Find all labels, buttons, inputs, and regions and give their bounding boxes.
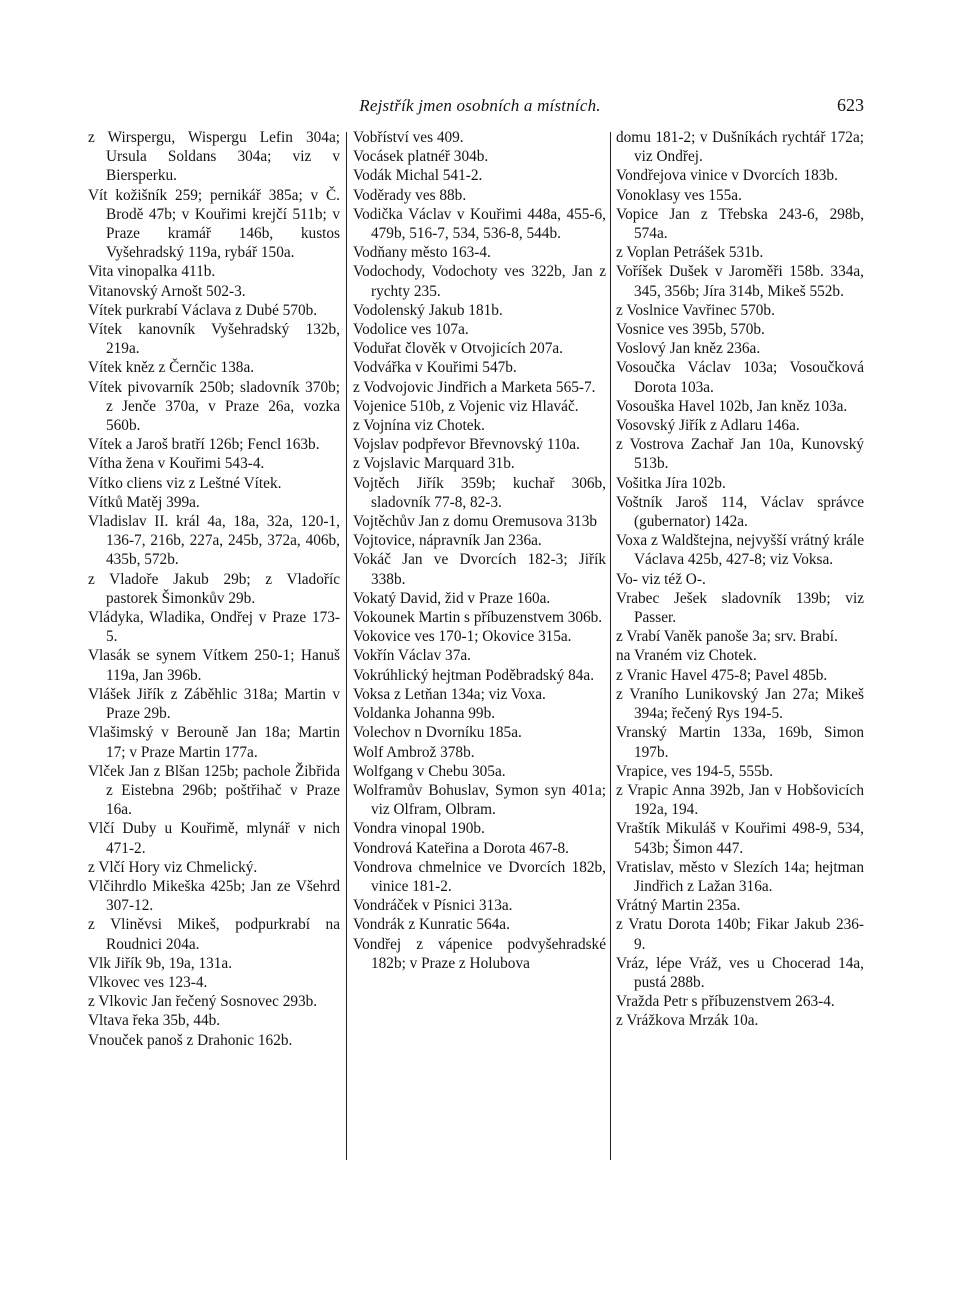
index-entry: z Vrážkova Mrzák 10a. xyxy=(616,1012,759,1030)
index-entry: Vlček Jan z Blšan 125b; pachole Žibřida z Eistebna 296b; poštřihač v Praze 16a. xyxy=(88,762,340,819)
index-entry: Vražda Petr s příbuzenstvem 263-4. xyxy=(616,993,835,1011)
index-entry: z Vlkovic Jan řečený Sosnovec 293b. xyxy=(88,993,318,1011)
index-entry: Voksa z Letňan 134a; viz Voxa. xyxy=(353,685,546,703)
index-entry: Vojtovice, nápravník Jan 236a. xyxy=(353,532,542,550)
index-entry: Vosouška Havel 102b, Jan kněz 103a. xyxy=(616,397,848,415)
index-entry: z Vraního Lunikovský Jan 27a; Mikeš 394a; řečený Rys 194-5. xyxy=(616,685,864,723)
index-entry: Vít kožišník 259; pernikář 385a; v Č. Brodě 47b; v Kouřimi krejčí 511b; v Praze kramář 146b, kustos Vyšehradský 119a, rybář 150a. xyxy=(88,186,340,262)
index-entry: Voduřat člověk v Otvojicích 207a. xyxy=(353,340,564,358)
index-entry: z Vliněvsi Mikeš, podpurkrabí na Roudnici 204a. xyxy=(88,916,340,953)
index-entry: Vlasák se synem Vítkem 250-1; Hanuš 119a, Jan 396b. xyxy=(88,647,340,684)
index-entry: Vítek a Jaroš bratří 126b; Fencl 163b. xyxy=(88,436,320,454)
index-entry: z Vlčí Hory viz Chmelický. xyxy=(88,858,258,876)
index-entry: Vodňany město 163-4. xyxy=(353,244,491,262)
index-entry: Vosoučka Václav 103a; Vosoučková Dorota 103a. xyxy=(616,359,864,396)
index-entry: Vojslav podpřevor Břevnovský 110a. xyxy=(353,436,580,454)
index-entry: Vokatý David, žid v Praze 160a. xyxy=(353,589,551,607)
index-entry: Vokáč Jan ve Dvorcích 182-3; Jiřík 338b. xyxy=(353,551,606,588)
index-entry: Vocásek platnéř 304b. xyxy=(353,148,489,166)
index-entry: Vo- viz též O-. xyxy=(616,570,706,588)
index-entry: Vondra vinopal 190b. xyxy=(353,820,485,838)
index-entry: Vokrúhlický hejtman Poděbradský 84a. xyxy=(353,666,595,684)
index-entry: z Vojslavic Marquard 31b. xyxy=(353,455,515,473)
index-entry: Vladislav II. král 4a, 18a, 32a, 120-1, 136-7, 216b, 227a, 245b, 372a, 406b, 435b, 572b. xyxy=(88,513,340,569)
index-entry: Vltava řeka 35b, 44b. xyxy=(88,1012,221,1030)
index-entry: Vobříství ves 409. xyxy=(353,129,464,146)
index-entry: Vítků Matěj 399a. xyxy=(88,493,200,511)
index-entry: Vrapice, ves 194-5, 555b. xyxy=(616,762,774,780)
index-entry: Vlášek Jiřík z Záběhlic 318a; Martin v Praze 29b. xyxy=(88,685,340,723)
index-entry: Vodvářka v Kouřimi 547b. xyxy=(353,359,517,377)
index-entry: z Vojnína viz Chotek. xyxy=(353,417,485,435)
index-column-2 xyxy=(353,128,606,1168)
index-entry: Vráz, lépe Vráž, ves u Chocerad 14a, pustá 288b. xyxy=(616,954,864,991)
index-entry: Vítek kněz z Černčic 138a. xyxy=(88,359,255,377)
index-entry: Vodochody, Vodochoty ves 322b, Jan z rychty 235. xyxy=(353,263,606,300)
index-entry: Vondrák z Kunratic 564a. xyxy=(353,916,510,934)
column-divider xyxy=(346,132,347,1160)
index-entry: z Vladoře Jakub 29b; z Vladoříc pastorek Šimonkův 29b. xyxy=(88,570,340,607)
index-entry: z Vostrova Zachař Jan 10a, Kunovský 513b. xyxy=(616,436,864,473)
index-entry: Vnouček panoš z Drahonic 162b. xyxy=(88,1031,293,1049)
index-entry: domu 181-2; v Dušníkách rychtář 172a; viz Ondřej. xyxy=(616,129,864,166)
index-entry: Vratislav, město v Slezích 14a; hejtman Jindřich z Lažan 316a. xyxy=(616,858,864,895)
index-entry: Vlašimský v Berouně Jan 18a; Martin 17; v Praze Martin 177a. xyxy=(88,724,340,761)
index-entry: Vodolenský Jakub 181b. xyxy=(353,301,503,319)
index-entry: Vládyka, Wladika, Ondřej v Praze 173-5. xyxy=(88,609,340,646)
index-entry: Vranský Martin 133a, 169b, Simon 197b. xyxy=(616,724,864,761)
index-entry: Vlkovec ves 123-4. xyxy=(88,973,208,991)
index-column-3 xyxy=(616,128,864,1168)
index-entry: z Vratu Dorota 140b; Fikar Jakub 236-9. xyxy=(616,916,864,953)
index-entry: Vosnice ves 395b, 570b. xyxy=(616,321,765,339)
index-entry: Voldanka Johanna 99b. xyxy=(353,705,496,723)
index-entry: na Vraném viz Chotek. xyxy=(616,647,757,665)
index-entry: z Voslnice Vavřinec 570b. xyxy=(616,301,775,319)
running-header-title: Rejstřík jmen osobních a místních. xyxy=(359,96,601,115)
index-entry: Vosovský Jiřík z Adlaru 146a. xyxy=(616,417,800,435)
index-entry: Vítko cliens viz z Leštné Vítek. xyxy=(88,474,282,492)
index-entry: Volechov n Dvorníku 185a. xyxy=(353,724,522,742)
index-entry: Vokřín Václav 37a. xyxy=(353,647,471,665)
index-entry: Vondrová Kateřina a Dorota 467-8. xyxy=(353,839,569,857)
index-entry: Voxa z Waldštejna, nejvyšší vrátný krále Václava 425b, 427-8; viz Voksa. xyxy=(616,532,864,569)
index-entry: Vokovice ves 170-1; Okovice 315a. xyxy=(353,628,572,646)
index-entry: Wolframův Bohuslav, Symon syn 401a; viz Olfram, Olbram. xyxy=(353,781,606,819)
index-entry: Vítek purkrabí Václava z Dubé 570b. xyxy=(88,301,318,319)
index-entry: Vopice Jan z Třebska 243-6, 298b, 574a. xyxy=(616,205,864,243)
index-entry: Vondřej z vápenice podvyšehradské 182b; v Praze z Holubova xyxy=(353,935,606,972)
index-entry: Vondřejova vinice v Dvorcích 183b. xyxy=(616,167,838,185)
index-entry: z Vrapic Anna 392b, Jan v Hobšovicích 192a, 194. xyxy=(616,781,864,819)
index-entry: Voslový Jan kněz 236a. xyxy=(616,340,761,358)
index-entry: Vrátný Martin 235a. xyxy=(616,897,741,915)
index-entry: Wolf Ambrož 378b. xyxy=(353,743,475,761)
index-entry: Voděrady ves 88b. xyxy=(353,186,467,204)
index-entry: z Voplan Petrášek 531b. xyxy=(616,244,764,262)
index-entry: Vlčí Duby u Kouřimě, mlynář v nich 471-2. xyxy=(88,820,340,857)
index-entry: Vítek kanovník Vyšehradský 132b, 219a. xyxy=(88,321,340,358)
index-entry: Vraštík Mikuláš v Kouřimi 498-9, 534, 543b; Šimon 447. xyxy=(616,820,864,857)
index-entry: Vojenice 510b, z Vojenic viz Hlaváč. xyxy=(353,397,579,415)
index-column-1 xyxy=(88,128,340,1168)
index-entry: Vita vinopalka 411b. xyxy=(88,263,216,281)
index-entry: z Vodvojovic Jindřich a Marketa 565-7. xyxy=(353,378,596,396)
index-entry: Vodák Michal 541-2. xyxy=(353,167,483,185)
index-entry: Vokounek Martin s příbuzenstvem 306b. xyxy=(353,609,603,627)
column-divider xyxy=(610,132,611,1160)
index-entry: Vrabec Ješek sladovník 139b; viz Passer. xyxy=(616,589,864,627)
index-entry: Vondrova chmelnice ve Dvorcích 182b, vinice 181-2. xyxy=(353,858,606,895)
index-entry: Voříšek Dušek v Jaroměři 158b. 334a, 345, 356b; Jíra 314b, Mikeš 552b. xyxy=(616,263,864,300)
index-entry: z Vrabí Vaněk panoše 3a; srv. Brabí. xyxy=(616,628,838,646)
index-entry: Vlk Jiřík 9b, 19a, 131a. xyxy=(88,954,233,972)
index-entry: Wolfgang v Chebu 305a. xyxy=(353,762,506,780)
index-entry: Vojtěch Jiřík 359b; kuchař 306b, sladovník 77-8, 82-3. xyxy=(353,474,606,511)
index-entry: Vondráček v Písnici 313a. xyxy=(353,897,513,915)
index-entry: z Wirspergu, Wispergu Lefin 304a; Ursula Soldans 304a; viz v Biersperku. xyxy=(88,129,340,185)
index-entry: Voštník Jaroš 114, Václav správce (gubernator) 142a. xyxy=(616,493,864,531)
index-entry: Vonoklasy ves 155a. xyxy=(616,186,742,204)
index-entry: Vitanovský Arnošt 502-3. xyxy=(88,282,246,300)
index-entry: Vodolice ves 107a. xyxy=(353,321,469,339)
index-entry: Vítek pivovarník 250b; sladovník 370b; z Jenče 370a, v Praze 26a, vozka 560b. xyxy=(88,378,340,435)
page-number: 623 xyxy=(837,95,864,115)
index-entry: Vlčihrdlo Mikeška 425b; Jan ze Všehrd 307-12. xyxy=(88,877,340,915)
index-entry: Vošitka Jíra 102b. xyxy=(616,474,726,492)
index-entry: z Vranic Havel 475-8; Pavel 485b. xyxy=(616,666,828,684)
index-entry: Vodička Václav v Kouřimi 448a, 455-6, 479b, 516-7, 534, 536-8, 544b. xyxy=(353,205,606,243)
index-entry: Vítha žena v Kouřimi 543-4. xyxy=(88,455,265,473)
index-entry: Vojtěchův Jan z domu Oremusova 313b xyxy=(353,513,598,531)
